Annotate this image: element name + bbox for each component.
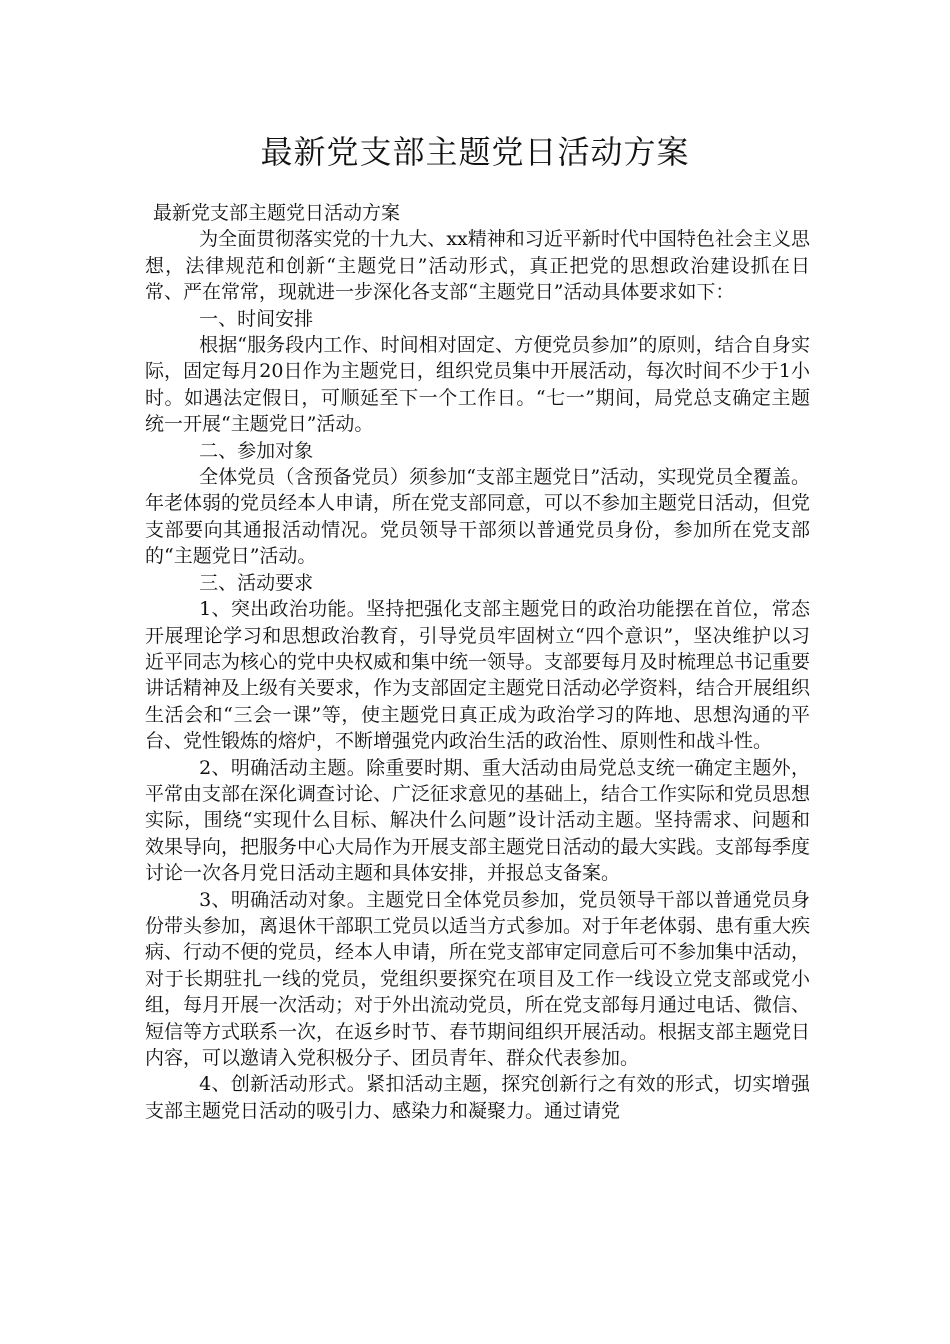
paragraph-requirement-2: 2、明确活动主题。除重要时期、重大活动由局党总支统一确定主题外，平常由支部在深化调查讨论、广泛征求意见的基础上，结合工作实际和党员思想实际，围绕“实现什么目标、解决什么问题”设计活动主题。坚持需求、问题和效果导向，把服务中心大局作为开展支部主题党日活动的最大实践。支部每季度讨论一次各月党日活动主题和具体安排，并报总支备案。 <box>145 756 811 885</box>
section-heading-requirements: 三、活动要求 <box>199 571 314 594</box>
section-heading-time: 一、时间安排 <box>199 307 314 330</box>
paragraph-requirement-1: 1、突出政治功能。坚持把强化支部主题党日的政治功能摆在首位，常态开展理论学习和思想政治教育，引导党员牢固树立“四个意识”，坚决维护以习近平同志为核心的党中央权威和集中统一领导。支部要每月及时梳理总书记重要讲话精神及上级有关要求，作为支部固定主题党日活动必学资料，结合开展组织生活会和“三会一课”等，使主题党日真正成为政治学习的阵地、思想沟通的平台、党性锻炼的熔炉，不断增强党内政治生活的政治性、原则性和战斗性。 <box>145 598 811 753</box>
document-title: 最新党支部主题党日活动方案 <box>260 133 690 171</box>
paragraph-time: 根据“服务段内工作、时间相对固定、方便党员参加”的原则，结合自身实际，固定每月20日作为主题党日，组织党员集中开展活动，每次时间不少于1小时。如遇法定假日，可顺延至下一个工作日。“七一”期间，局党总支确定主题统一开展“主题党日”活动。 <box>145 334 810 436</box>
paragraph-requirement-4: 4、创新活动形式。紧扣活动主题，探究创新行之有效的形式，切实增强支部主题党日活动的吸引力、感染力和凝聚力。通过请党 <box>145 1073 810 1122</box>
paragraph-intro: 为全面贯彻落实党的十九大、xx精神和习近平新时代中国特色社会主义思想，法律规范和创新“主题党日”活动形式，真正把党的思想政治建设抓在日常、严在常常，现就进一步深化各支部“主题党日”活动具体要求如下： <box>145 228 810 304</box>
section-heading-participants: 二、参加对象 <box>199 439 314 462</box>
paragraph-requirement-3: 3、明确活动对象。主题党日全体党员参加，党员领导干部以普通党员身份带头参加，离退休干部职工党员以适当方式参加。对于年老体弱、患有重大疾病、行动不便的党员，经本人申请，所在党支部审定同意后可不参加集中活动，对于长期驻扎一线的党员，党组织要探究在项目及工作一线设立党支部或党小组，每月开展一次活动；对于外出流动党员，所在党支部每月通过电话、微信、短信等方式联系一次，在返乡时节、春节期间组织开展活动。根据支部主题党日内容，可以邀请入党积极分子、团员青年、群众代表参加。 <box>145 888 811 1069</box>
document-body <box>145 200 810 1124</box>
document-subtitle: 最新党支部主题党日活动方案 <box>153 202 401 224</box>
paragraph-participants: 全体党员（含预备党员）须参加“支部主题党日”活动，实现党员全覆盖。年老体弱的党员经本人申请，所在党支部同意，可以不参加主题党日活动，但党支部要向其通报活动情况。党员领导干部须以普通党员身份，参加所在党支部的“主题党日”活动。 <box>145 466 811 568</box>
